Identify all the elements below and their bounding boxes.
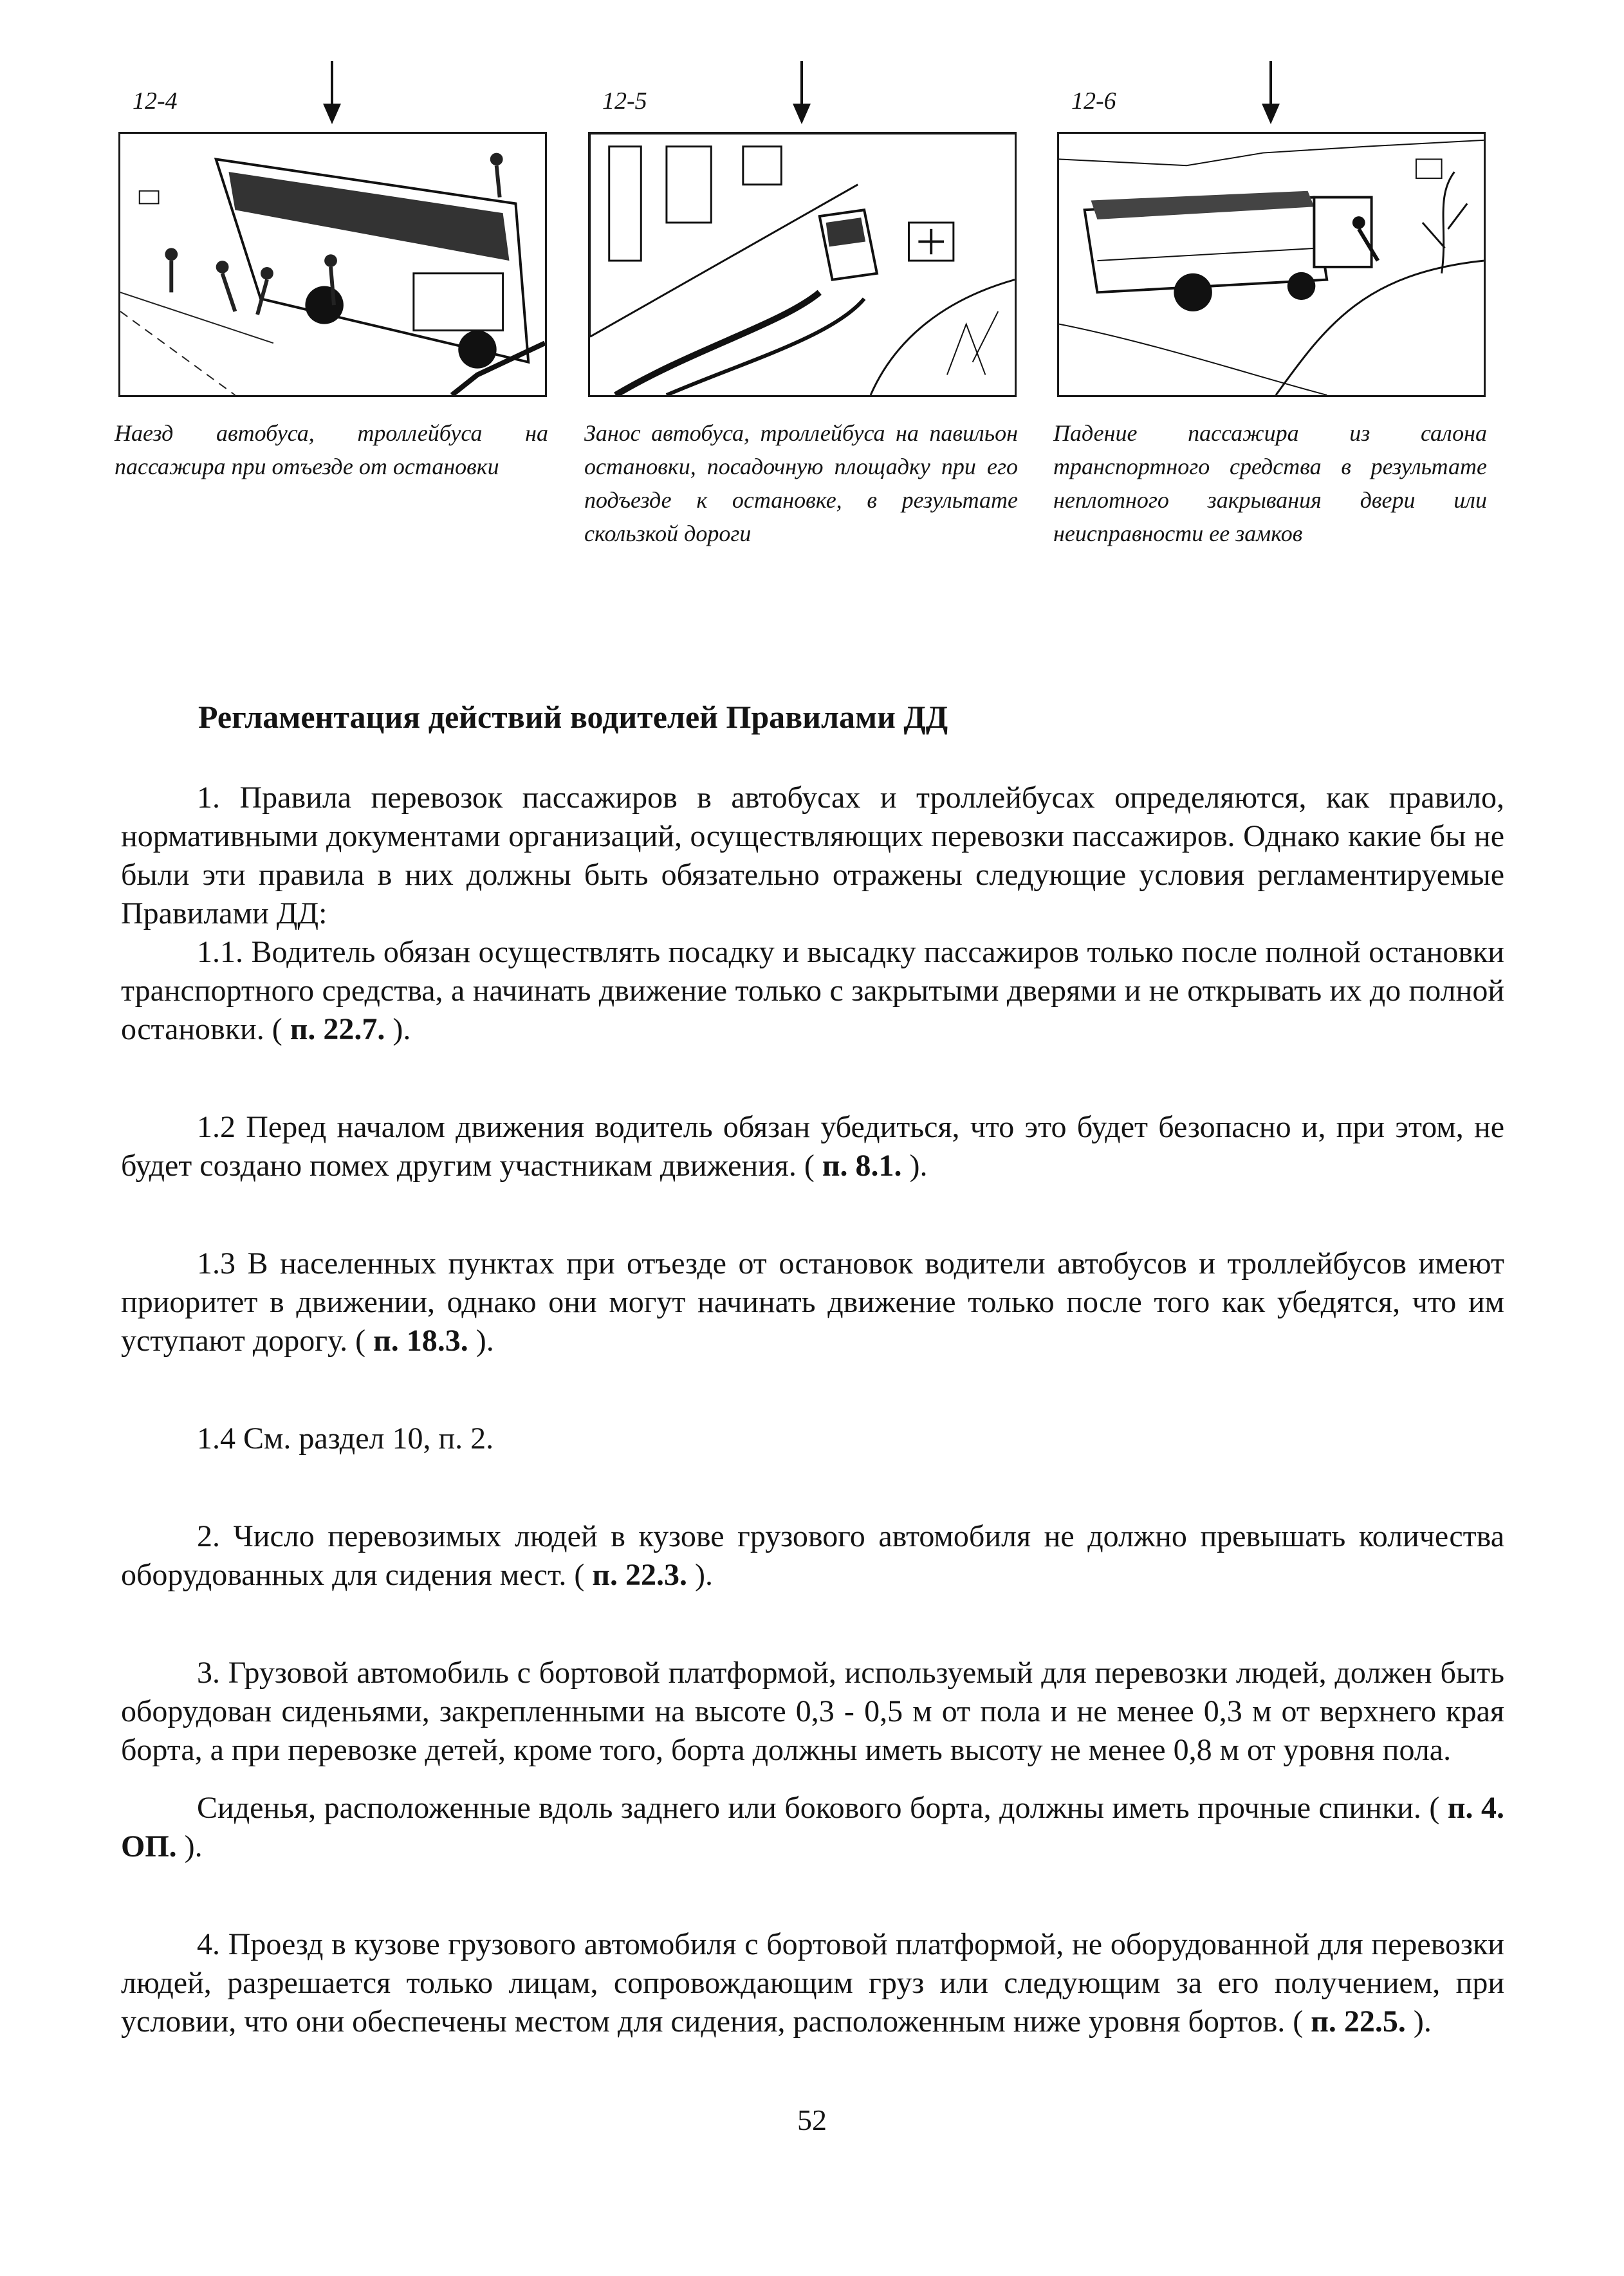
rule-reference: п. 22.5. — [1311, 2004, 1406, 2039]
down-arrow-icon — [790, 61, 813, 125]
paragraph-4 — [121, 1925, 1504, 2041]
paragraph-text: 4. Проезд в кузове грузового автомобиля с бортовой платформой, не оборудованной для перевозки людей, разрешается только лицам, сопровождающим груз или следующим за его получением, при условии, что они обеспечены местом для сидения, расположенным ниже уровня бортов. ( — [121, 1927, 1504, 2039]
paragraph-1 — [121, 779, 1504, 933]
bus-pulling-away-illustration — [118, 132, 547, 397]
reference-close: ). — [385, 1012, 411, 1046]
passenger-falling-illustration — [1057, 132, 1486, 397]
paragraph-text: 2. Число перевозимых людей в кузове грузового автомобиля не должно превышать количества оборудованных для сидения мест. ( — [121, 1519, 1504, 1592]
reference-close: ). — [468, 1324, 494, 1358]
reference-close: ). — [176, 1829, 203, 1864]
paragraph-text: 1.3 В населенных пунктах при отъезде от остановок водители автобусов и троллейбусов имеют приоритет в движении, однако они могут начинать движение только после того как убедятся, что им уступают дорогу. ( — [121, 1246, 1504, 1358]
figure-label: 12-6 — [1071, 88, 1116, 115]
paragraph-text: Сиденья, расположенные вдоль заднего или бокового борта, должны иметь прочные спинки. ( — [197, 1791, 1440, 1825]
down-arrow-icon — [320, 61, 344, 125]
figure-caption: Занос автобуса, троллейбуса на павильон остановки, посадочную площадку при его подъезде к остановке, в результате скользкой дороги — [584, 420, 1018, 546]
paragraph-1-3 — [121, 1244, 1504, 1360]
page-number: 52 — [797, 2104, 827, 2136]
reference-close: ). — [1405, 2004, 1432, 2039]
figure-12-4 — [115, 61, 552, 602]
figure-caption: Падение пассажира из салона транспортного средства в результате неплотного закрывания двери или неисправности ее замков — [1053, 420, 1487, 546]
paragraph-1-1 — [121, 933, 1504, 1049]
section-heading: Регламентация действий водителей Правилами ДД — [198, 699, 948, 735]
figure-label: 12-4 — [133, 88, 178, 115]
rule-reference: п. 22.7. — [290, 1012, 385, 1046]
rule-reference: п. 8.1. — [822, 1149, 902, 1183]
reference-close: ). — [901, 1149, 928, 1183]
figure-12-6 — [1053, 61, 1491, 602]
body-text — [121, 779, 1504, 2041]
reference-close: ). — [687, 1558, 713, 1592]
down-arrow-icon — [1259, 61, 1282, 125]
paragraph-1-2 — [121, 1108, 1504, 1185]
paragraph-2 — [121, 1517, 1504, 1595]
bus-skidding-illustration — [588, 132, 1017, 397]
paragraph-1-4 — [121, 1420, 1504, 1458]
figure-12-5 — [584, 61, 1022, 602]
figure-caption: Наезд автобуса, троллейбуса на пассажира при отъезде от остановки — [115, 420, 548, 479]
rule-reference: п. 4. ОП. — [121, 1791, 1505, 1864]
rule-reference: п. 18.3. — [373, 1324, 468, 1358]
paragraph-3b — [121, 1789, 1504, 1866]
paragraph-text: 3. Грузовой автомобиль с бортовой платформой, используемый для перевозки людей, должен быть оборудован сиденьями, закрепленными на высоте 0,3 - 0,5 м от пола и не менее 0,3 м от верхнего края борта, а при перевозке детей, кроме того, борта должны иметь высоту не менее 0,8 м от уровня пола. — [121, 1656, 1504, 1767]
paragraph-3 — [121, 1654, 1504, 1770]
paragraph-text: 1.2 Перед началом движения водитель обязан убедиться, что это будет безопасно и, при этом, не будет создано помех другим участникам движения. ( — [121, 1110, 1504, 1183]
rule-reference: п. 22.3. — [592, 1558, 687, 1592]
paragraph-text: 1.1. Водитель обязан осуществлять посадку и высадку пассажиров только после полной остановки транспортного средства, а начинать движение только с закрытыми дверями и не открывать их до полной остановки. ( — [121, 935, 1504, 1046]
paragraph-text: 1.4 См. раздел 10, п. 2. — [197, 1421, 494, 1456]
figure-label: 12-5 — [602, 88, 647, 115]
paragraph-text: 1. Правила перевозок пассажиров в автобусах и троллейбусах определяются, как правило, нормативными документами организаций, осуществляющих перевозки пассажиров. Однако какие бы не были эти правила в них должны быть обязательно отражены следующие условия регламентируемые Правилами ДД: — [121, 781, 1504, 930]
